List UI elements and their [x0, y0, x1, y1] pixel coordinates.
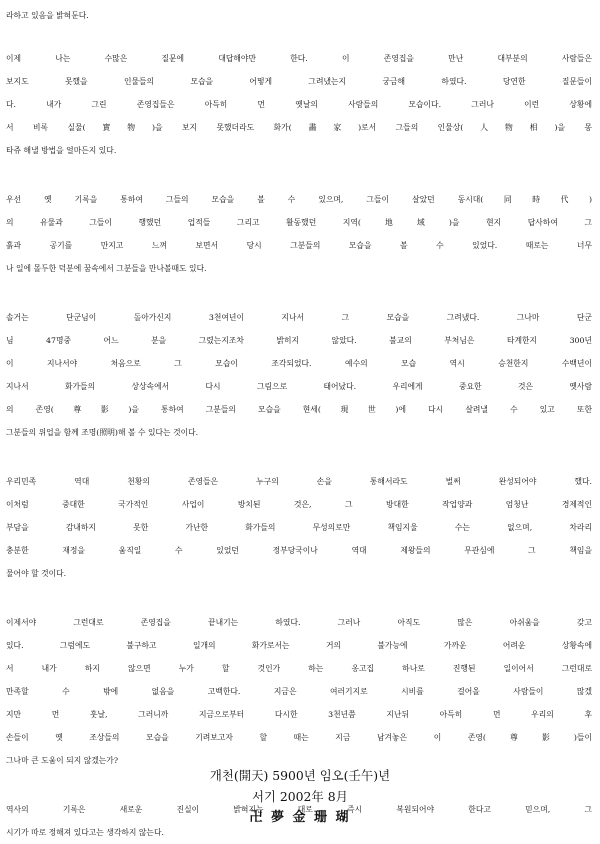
paragraph-line: 타쥬 해낼 방법을 얼마든지 있다.: [6, 146, 117, 155]
paragraph-line: 서 비록 실물(實物)을 보지 못했더라도 화가(畵家)로서 그들의 인물상(人物相)을 몽: [6, 123, 592, 132]
paragraph: [6, 47, 592, 162]
paragraph: [6, 188, 592, 280]
paragraph-line: 그분들의 위업을 함께 조명(照明)해 볼 수 있다는 것이다.: [6, 428, 199, 437]
paragraph-line: 있다. 그럼에도 불구하고 일개의 화가로서는 거의 불가능에 가까운 어려운 상황속에: [6, 641, 592, 650]
paragraph-line: 흙과 공기를 만지고 느껴 보면서 당시 그분들의 모습을 볼 수 있었다. 때로는 너무: [6, 241, 592, 250]
paragraph-list: [6, 47, 592, 844]
paragraph-line: 이제 나는 수많은 질문에 대답해야만 한다. 이 존영집을 만난 대부분의 사람들은: [6, 54, 592, 63]
paragraph: [6, 306, 592, 444]
paragraph: [6, 470, 592, 585]
signature-date-year: 서기 2002年 8月: [251, 789, 348, 804]
paragraph-line: 의 유물과 그들이 행했던 업적들 그리고 활동했던 지역(地域)을 현지 답사하여 그: [6, 218, 592, 227]
paragraph-line: 님 47명중 어느 분을 그렸는지조차 밝히지 않았다. 불교의 부처님은 타계한지 300년: [6, 336, 592, 345]
paragraph-line: 의 존영(尊影)을 통하여 그분들의 모습을 현세(現世)에 다시 살려낼 수 있고 또한: [6, 405, 592, 414]
paragraph-line: 그나마 큰 도움이 되지 않겠는가?: [6, 756, 119, 765]
paragraph-line: 이처럼 중대한 국가적인 사업이 방치된 것은, 그 방대한 작업양과 엄청난 경제적인: [6, 500, 592, 509]
paragraph-line: 보지도 못했을 인물들의 모습을 어떻게 그려냈는지 궁금해 하였다. 당연한 질문들이: [6, 77, 592, 86]
paragraph-line: 우리민족 역대 천황의 존영들은 누구의 손을 통해서라도 벌써 완성되어야 했다.: [6, 477, 592, 486]
paragraph-line: 만족할 수 밖에 없음을 고백한다. 지금은 여러기지로 시비를 걸어올 사람들이 많겠: [6, 687, 592, 696]
paragraph-line: 이 지나서야 처음으로 그 모습이 조각되었다. 예수의 모습 역시 승천한지 수백년이: [6, 359, 592, 368]
paragraph-line: 부담을 감내하지 못한 가난한 화가들의 무성의로만 책임지울 수는 없으며, 차라리: [6, 523, 592, 532]
paragraph-line: 다. 내가 그린 존영집들은 아득히 먼 옛날의 사람들의 모습이다. 그러나 이런 상황에: [6, 100, 592, 109]
signature-date-era: 개천(開天) 5900년 임오(壬午)년: [209, 768, 391, 783]
paragraph-line: 손들이 옛 조상들의 모습을 기려보고자 할 때는 지금 남겨놓은 이 존영(尊影)들이: [6, 733, 592, 742]
paragraph-line: 솔거는 단군님이 돌아가신지 3천여년이 지나서 그 모습을 그려냈다. 그나마 단군: [6, 313, 592, 322]
paragraph-line: 역사의 기록은 새로운 진실이 밝혀지는 대로 즉시 복원되어야 한다고 믿으며, 그: [6, 805, 592, 814]
paragraph-line: 나 일에 몰두한 덕분에 꿈속에서 그분들을 만나볼때도 있다.: [6, 264, 207, 273]
paragraph-line: 우선 옛 기록을 통하여 그들의 모습을 볼 수 있으며, 그들이 살았던 동시대(同時代): [6, 195, 592, 204]
paragraph-line: 이제서야 그런대로 존영집을 끝내기는 하였다. 그러나 아직도 많은 아쉬움을 갖고: [6, 618, 592, 627]
paragraph-line: 시기가 따로 정해져 있다고는 생각하지 않는다.: [6, 828, 164, 837]
paragraph: [6, 611, 592, 772]
paragraph-line: 지나서 화가들의 상상속에서 다시 그림으로 태어났다. 우리에게 중요한 것은 옛사람: [6, 382, 592, 391]
paragraph-line: 충분한 재정을 움직일 수 있었던 정부당국이나 역대 제왕들의 무관심에 그 책임을: [6, 546, 592, 555]
paragraph-line: 물어야 할 것이다.: [6, 569, 67, 578]
paragraph-line: 서 내가 하지 않으면 누가 할 것인가 하는 옹고집 하나로 진행된 일이어서 그런대로: [6, 664, 592, 673]
paragraph-line: 지만 먼 훗날, 그러니까 지금으로부터 다시한 3천년쯤 지난뒤 아득히 먼 우리의 후: [6, 710, 592, 719]
signature-author: 卍 夢 金 珊 瑚: [249, 810, 351, 825]
continued-line: 라하고 있음을 밝혀둔다.: [6, 11, 89, 20]
